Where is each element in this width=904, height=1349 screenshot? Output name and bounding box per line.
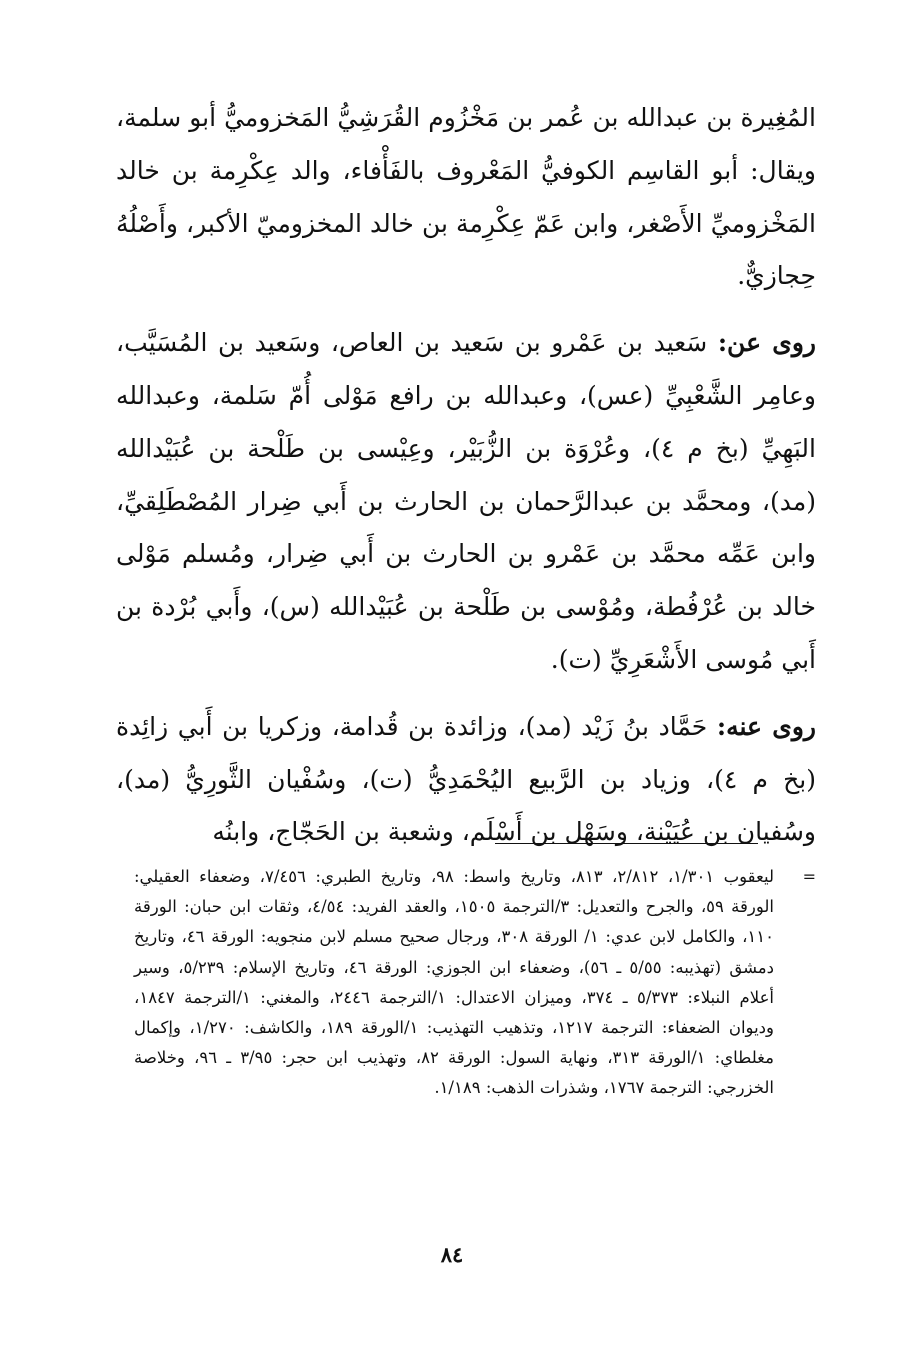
narrated-by-label: روى عنه: [716, 711, 816, 741]
main-text [116, 92, 816, 859]
narrated-from-text: سَعيد بن عَمْرو بن سَعيد بن العاص، وسَعيد بن المُسَيَّب، وعامِر الشَّعْبِيِّ (عس)، وعبدالله بن رافع مَوْلى أُمّ سَلمة، وعبدالله البَهِيِّ (بخ م ٤)، وعُرْوَة بن الزُّبَيْر، وعِيْسى بن طَلْحة بن عُبَيْدالله (مد)، ومحمَّد بن عبدالرَّحمان بن الحارث بن أَبي ضِرار المُصْطَلِقيِّ، وابن عَمِّه محمَّد بن عَمْرو بن الحارث بن أَبي ضِرار، ومُسلم مَوْلى خالد بن عُرْفُطة، ومُوْسى بن طَلْحة بن عُبَيْدالله (س)، وأَبي بُرْدة بن أَبي مُوسى الأَشْعَرِيِّ (ت). [116, 328, 816, 674]
narrated-from-paragraph [116, 317, 816, 687]
narrated-by-paragraph [116, 701, 816, 859]
biography-text: المُغِيرة بن عبدالله بن عُمر بن مَخْزُوم القُرَشِيُّ المَخزوميُّ أبو سلمة، ويقال: أبو القاسِم الكوفيُّ المَعْروف بالفَأْفاء، والد عِكْرِمة بن خالد المَخْزوميِّ الأَصْغر، وابن عَمّ عِكْرِمة بن خالد المخزوميّ الأكبر، وأَصْلُهُ حِجازيٌّ. [116, 103, 816, 291]
footnote-continuation-marker: = [802, 867, 816, 886]
footnote-block [134, 862, 774, 1104]
narrated-from-label: روى عن: [717, 328, 817, 358]
page-number: ٨٤ [440, 1242, 464, 1267]
footnote-divider [495, 843, 758, 844]
narrated-by-text: حَمَّاد بنُ زَيْد (مد)، وزائدة بن قُدامة، وزكريا بن أَبي زائِدة (بخ م ٤)، وزياد بن الرَّبيع اليُحْمَدِيُّ (ت)، وسُفْيان الثَّورِيُّ (مد)، وسُفيان بن عُيَيْنة، وسَهْل بن أَسْلَم، وشعبة بن الحَجّاج، وابنُه [116, 711, 816, 847]
footnote-text: ليعقوب ١/٣٠١، ٢/٨١٢، ٨١٣، وتاريخ واسط: ٩٨، وتاريخ الطبري: ٧/٤٥٦، وضعفاء العقيلي: الورقة ٥٩، والجرح والتعديل: ٣/الترجمة ١٥٠٥، والعقد الفريد: ٤/٥٤، وثقات ابن حبان: الورقة ١١٠، والكامل لابن عدي: ١/ الورقة ٣٠٨، ورجال صحيح مسلم لابن منجويه: الورقة ٤٦، وتاريخ دمشق (تهذيبه: ٥/٥٥ ـ ٥٦)، وضعفاء ابن الجوزي: الورقة ٤٦، وتاريخ الإسلام: ٥/٢٣٩، وسير أعلام النبلاء: ٥/٣٧٣ ـ ٣٧٤، وميزان الاعتدال: ١/الترجمة ٢٤٤٦، والمغني: ١/الترجمة ١٨٤٧، وديوان الضعفاء: الترجمة ١٢١٧، وتذهيب التهذيب: ١/الورقة ١٨٩، والكاشف: ١/٢٧٠، وإكمال مغلطاي: ١/الورقة ٣١٣، ونهاية السول: الورقة ٨٢، وتهذيب ابن حجر: ٣/٩٥ ـ ٩٦، وخلاصة الخزرجي: الترجمة ١٧٦٧، وشذرات الذهب: ١/١٨٩. [134, 867, 774, 1098]
biography-paragraph [116, 92, 816, 303]
